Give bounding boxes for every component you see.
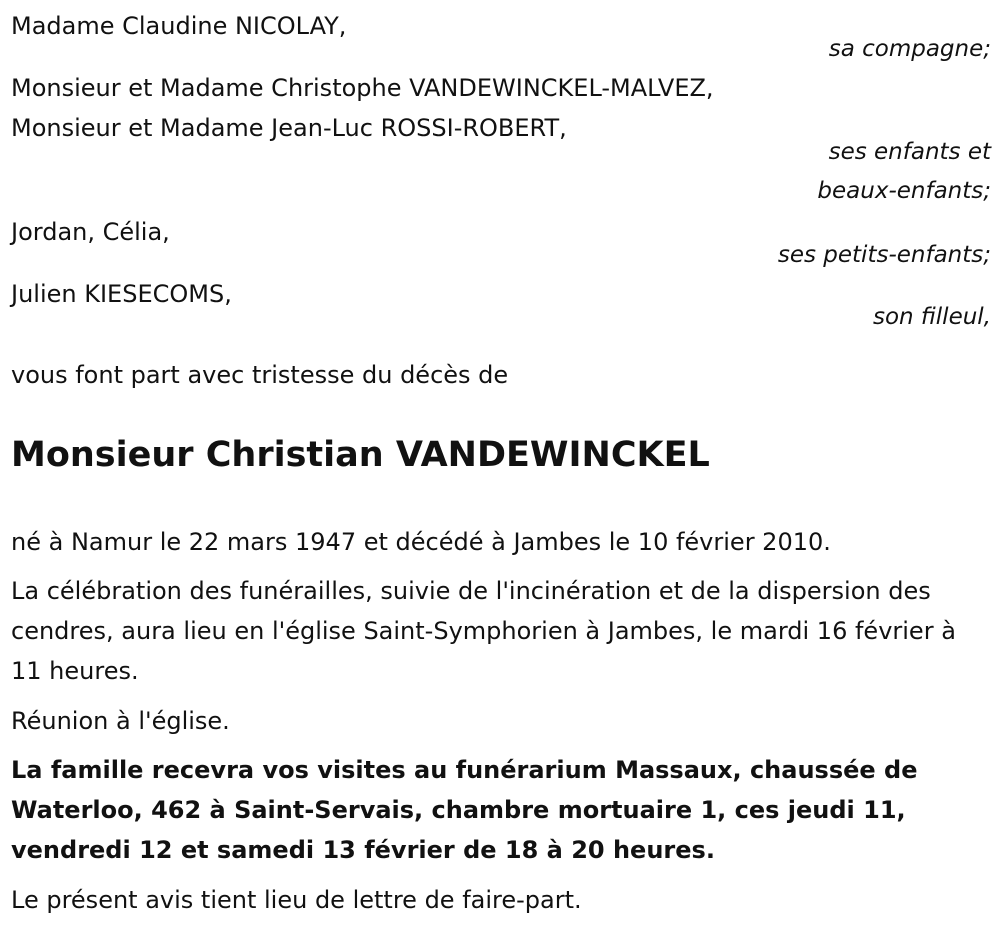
partner-role: sa compagne; [828,36,991,62]
child-1-name: Monsieur et Madame Christophe VANDEWINCKEL-MALVEZ, [11,74,714,102]
children-role-line-2: beaux-enfants; [817,178,991,204]
child-2-name: Monsieur et Madame Jean-Luc ROSSI-ROBERT, [11,114,567,142]
notice-line: Le présent avis tient lieu de lettre de faire-part. [11,886,582,914]
godson-name: Julien KIESECOMS, [11,280,232,308]
birth-death-line: né à Namur le 22 mars 1947 et décédé à Jambes le 10 février 2010. [11,528,831,556]
announcement-text: vous font part avec tristesse du décès de [11,361,509,389]
grandchildren-role: ses petits-enfants; [777,242,991,268]
deceased-name: Monsieur Christian VANDEWINCKEL [11,435,710,475]
visits-paragraph: La famille recevra vos visites au funérarium Massaux, chaussée de Waterloo, 462 à Saint-Servais, chambre mortuaire 1, ces jeudi 11, vendredi 12 et samedi 13 février de 18 à 20 heures. [11,756,918,864]
children-role-line-1: ses enfants et [828,139,991,165]
ceremony-paragraph: La célébration des funérailles, suivie de l'incinération et de la dispersion des cendres, aura lieu en l'église Saint-Symphorien à Jambes, le mardi 16 février à 11 heures. [11,577,956,685]
godson-role: son filleul, [872,304,991,330]
gathering-line: Réunion à l'église. [11,707,230,735]
grandchildren-names: Jordan, Célia, [11,218,170,246]
partner-name: Madame Claudine NICOLAY, [11,12,347,40]
